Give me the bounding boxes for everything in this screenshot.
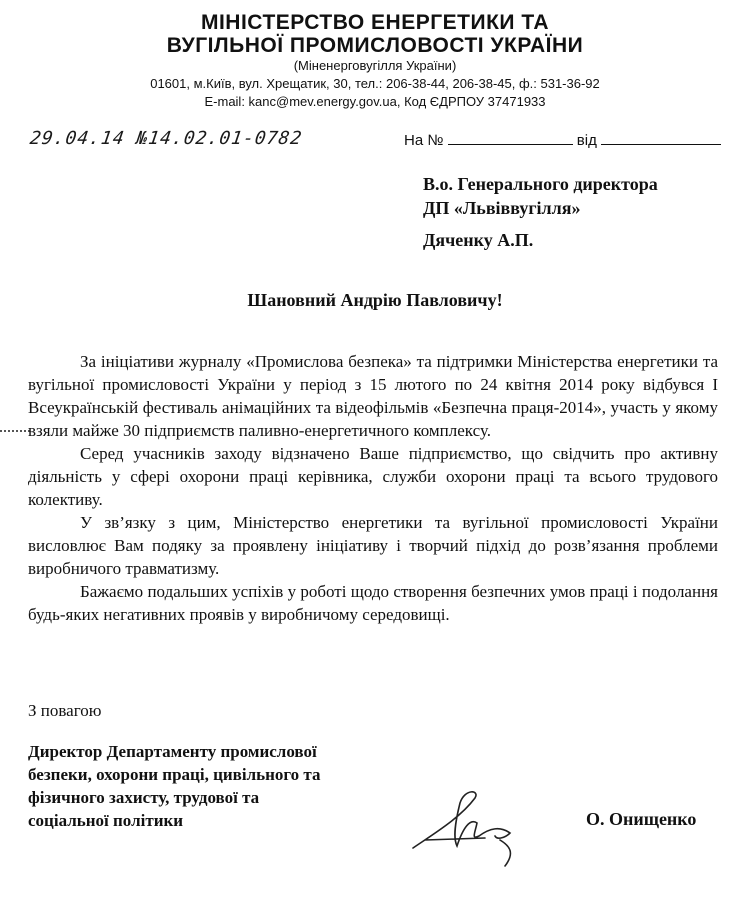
outgoing-number-handwritten: 29.04.14 №14.02.01-0782 [28,128,304,149]
body-paragraph: За ініціативи журналу «Промислова безпека» та підтримки Міністерства енергетики та вугільної промисловості України у період з 15 лютого по 24 квітня 2014 року відбувся І Всеукраїнській фестиваль анімаційних та відеофільмів «Безпечна праця-2014», участь у якому взяли майже 30 підприємств паливно-енергетичного комплексу. [28,352,718,440]
ministry-address: 01601, м.Київ, вул. Хрещатик, 30, тел.: 206-38-44, 206-38-45, ф.: 531-36-92 [150,76,600,91]
addressee-name: Дяченку А.П. [423,230,534,250]
closing-regards: З повагою [28,701,102,720]
ministry-short-name: (Міненерговугілля України) [293,58,457,73]
signatory-title-line: безпеки, охорони праці, цивільного та [28,765,321,784]
margin-dots [0,430,30,432]
body-paragraph: Серед учасників заходу відзначено Ваше підприємство, що свідчить про активну діяльність у сфері охорони праці керівника, служби охорони праці та всього трудового колективу. [28,444,718,509]
addressee-company: ДП «Львіввугілля» [423,198,581,218]
handwritten-signature [405,778,535,873]
body-paragraph: У зв’язку з цим, Міністерство енергетики та вугільної промисловості України висловлює Вам подяку за проявлену ініціативу і творчий підхід до розв’язання проблеми виробничого травматизму. [28,513,718,578]
signatory-title-line: фізичного захисту, трудової та [28,788,260,807]
incoming-reference-line [404,132,721,149]
signatory-title-line: Директор Департаменту промислової [28,742,317,761]
body-paragraph: Бажаємо подальших успіхів у роботі щодо створення безпечних умов праці і подолання будь-яких негативних проявів у виробничому середовищі. [28,582,718,624]
vid-label: від [576,132,597,149]
na-label: На № [404,132,444,149]
salutation: Шановний Андрію Павловичу! [247,290,503,310]
addressee-position: В.о. Генерального директора [423,174,658,194]
ministry-title-line2: ВУГІЛЬНОЇ ПРОМИСЛОВОСТІ УКРАЇНИ [166,34,584,57]
ministry-title-line1: МІНІСТЕРСТВО ЕНЕРГЕТИКИ ТА [200,11,549,34]
na-blank [448,132,573,145]
ministry-contacts: E-mail: kanc@mev.energy.gov.ua, Код ЄДРПОУ 37471933 [204,94,546,109]
signatory-name: О. Онищенко [586,809,697,829]
vid-blank [601,132,721,145]
signatory-title [28,740,408,832]
letter-body [28,350,718,626]
signatory-title-line: соціальної політики [28,811,184,830]
